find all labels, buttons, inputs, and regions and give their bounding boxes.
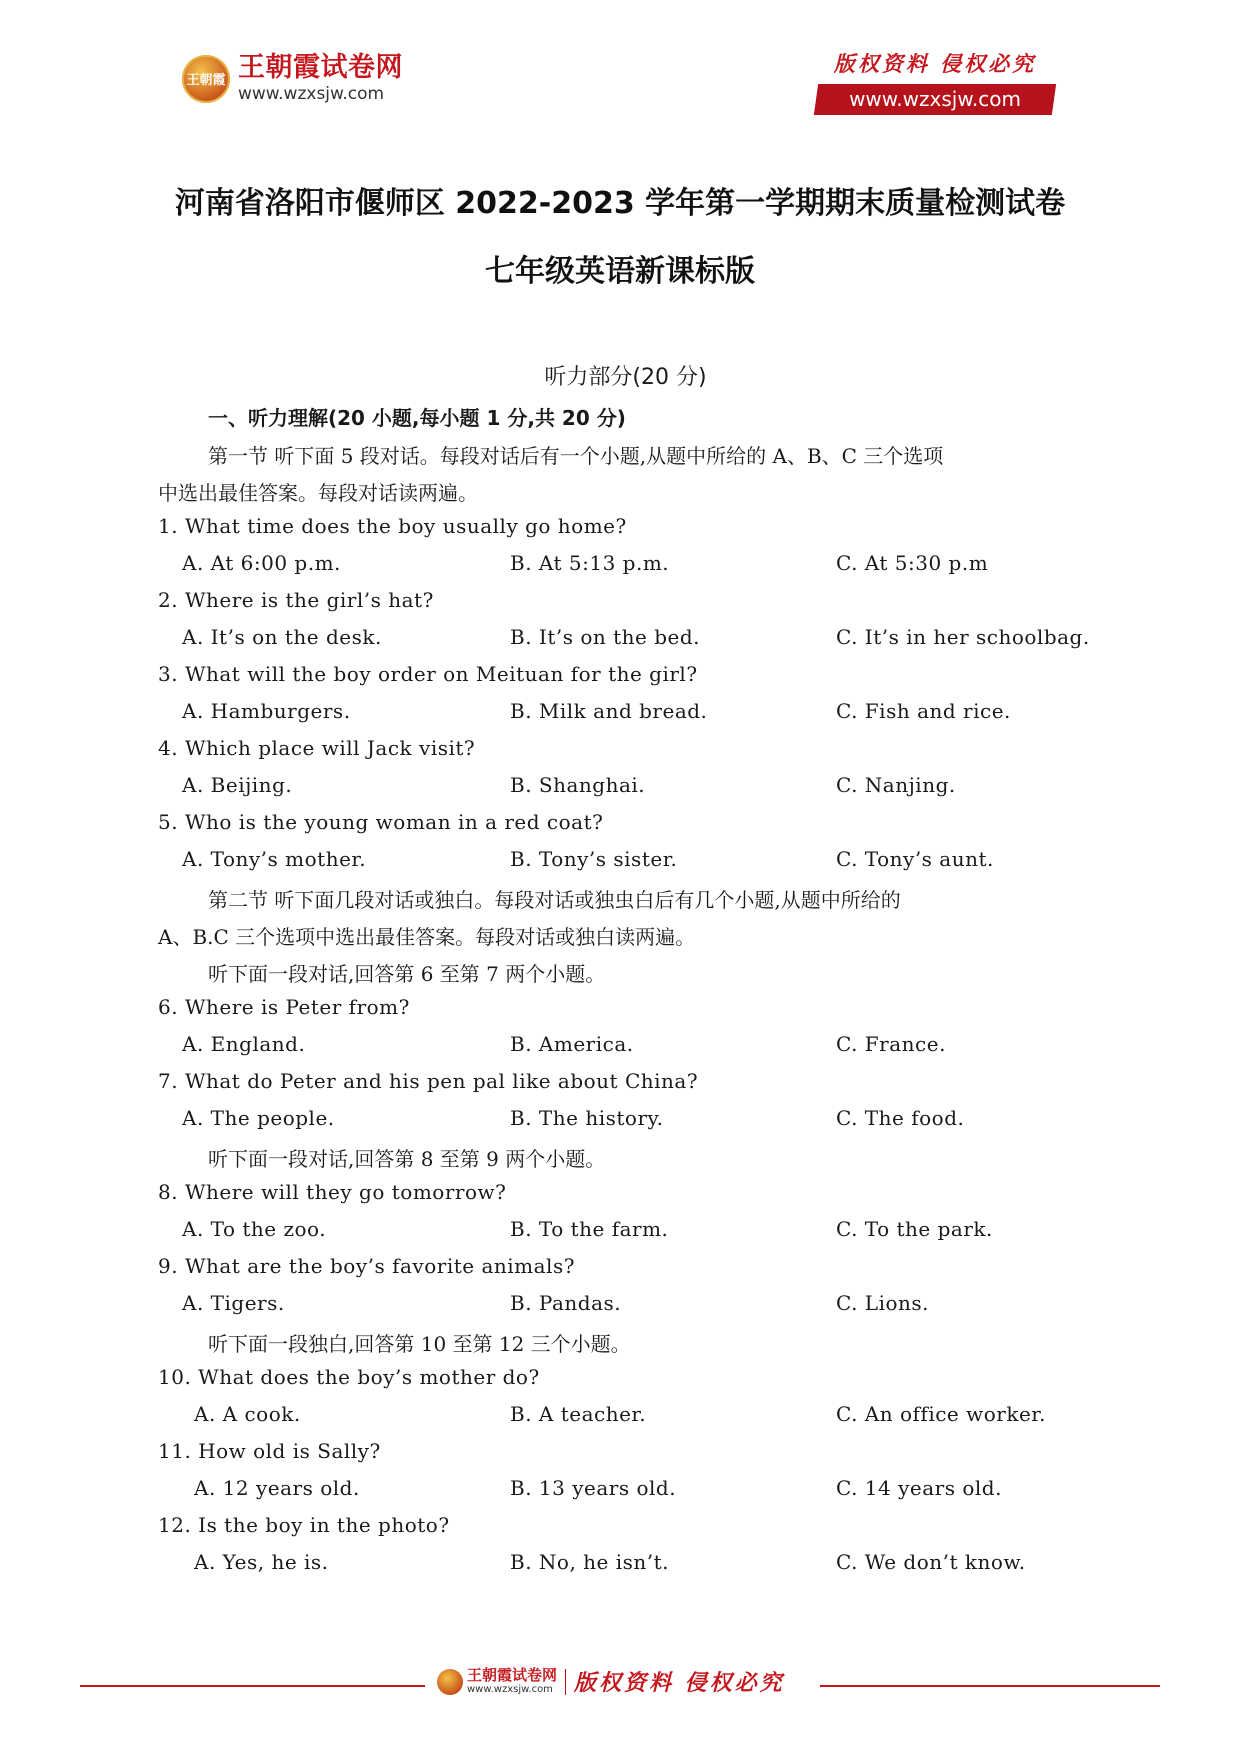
question-text: 2. Where is the girl’s hat? <box>158 588 434 612</box>
option-a: A. It’s on the desk. <box>182 625 382 649</box>
question-text: 10. What does the boy’s mother do? <box>158 1365 540 1389</box>
option-b: B. Pandas. <box>510 1291 622 1315</box>
footer-logo-url: www.wzxsjw.com <box>467 1684 553 1695</box>
option-c: C. The food. <box>836 1106 965 1130</box>
question-text: 7. What do Peter and his pen pal like about China? <box>158 1069 699 1093</box>
option-c: C. To the park. <box>836 1217 993 1241</box>
copyright-header <box>816 48 1054 115</box>
option-b: B. The history. <box>510 1106 664 1130</box>
option-c: C. 14 years old. <box>836 1476 1002 1500</box>
option-b: B. No, he isn’t. <box>510 1550 670 1574</box>
question-text: 6. Where is Peter from? <box>158 995 410 1019</box>
option-a: A. To the zoo. <box>182 1217 327 1241</box>
option-a: A. Beijing. <box>182 773 293 797</box>
instruction-line: 第一节 听下面 5 段对话。每段对话后有一个小题,从题中所给的 A、B、C 三个选项 <box>208 444 944 468</box>
site-logo <box>182 54 403 103</box>
question-text: 4. Which place will Jack visit? <box>158 736 476 760</box>
question-text: 9. What are the boy’s favorite animals? <box>158 1254 575 1278</box>
footer-divider <box>820 1685 1160 1687</box>
option-a: A. A cook. <box>194 1402 301 1426</box>
sub-instruction: 听下面一段对话,回答第 8 至第 9 两个小题。 <box>208 1147 606 1171</box>
option-a: A. The people. <box>182 1106 335 1130</box>
option-b: B. America. <box>510 1032 634 1056</box>
footer-separator <box>565 1669 566 1695</box>
option-b: B. At 5:13 p.m. <box>510 551 670 575</box>
option-c: C. Tony’s aunt. <box>836 847 994 871</box>
footer-copyright: 版权资料 侵权必究 <box>574 1670 785 1696</box>
section-title: 听力部分(20 分) <box>544 365 707 390</box>
question-text: 8. Where will they go tomorrow? <box>158 1180 507 1204</box>
option-a: A. Tony’s mother. <box>182 847 367 871</box>
option-b: B. Milk and bread. <box>510 699 708 723</box>
logo-url: www.wzxsjw.com <box>238 84 385 104</box>
option-c: C. At 5:30 p.m <box>836 551 989 575</box>
question-text: 1. What time does the boy usually go home? <box>158 514 627 538</box>
instruction-line: A、B.C 三个选项中选出最佳答案。每段对话或独白读两遍。 <box>158 925 696 949</box>
option-b: B. 13 years old. <box>510 1476 677 1500</box>
instruction-line: 中选出最佳答案。每段对话读两遍。 <box>158 481 478 505</box>
sub-instruction: 听下面一段对话,回答第 6 至第 7 两个小题。 <box>208 962 606 986</box>
option-c: C. We don’t know. <box>836 1550 1026 1574</box>
option-c: C. Lions. <box>836 1291 930 1315</box>
option-a: A. England. <box>182 1032 306 1056</box>
part-title: 一、听力理解(20 小题,每小题 1 分,共 20 分) <box>208 406 626 430</box>
url-banner-text: www.wzxsjw.com <box>849 87 1021 111</box>
option-c: C. Fish and rice. <box>836 699 1011 723</box>
option-a: A. Yes, he is. <box>194 1550 329 1574</box>
logo-name: 王朝霞试卷网 <box>238 52 403 83</box>
option-c: C. It’s in her schoolbag. <box>836 625 1090 649</box>
option-a: A. Hamburgers. <box>182 699 351 723</box>
footer-logo-name: 王朝霞试卷网 <box>467 1666 558 1684</box>
option-a: A. 12 years old. <box>194 1476 360 1500</box>
question-text: 12. Is the boy in the photo? <box>158 1513 450 1537</box>
option-b: B. A teacher. <box>510 1402 647 1426</box>
question-text: 3. What will the boy order on Meituan for the girl? <box>158 662 698 686</box>
copyright-notice: 版权资料 侵权必究 <box>833 51 1037 76</box>
exam-title: 河南省洛阳市偃师区 2022-2023 学年第一学期期末质量检测试卷 <box>174 186 1066 221</box>
option-c: C. An office worker. <box>836 1402 1047 1426</box>
option-a: A. At 6:00 p.m. <box>182 551 341 575</box>
footer-divider <box>80 1685 425 1687</box>
question-text: 11. How old is Sally? <box>158 1439 381 1463</box>
sub-instruction: 听下面一段独白,回答第 10 至第 12 三个小题。 <box>208 1332 631 1356</box>
option-c: C. France. <box>836 1032 946 1056</box>
page-footer <box>80 1666 1160 1706</box>
exam-subtitle: 七年级英语新课标版 <box>485 254 755 289</box>
question-text: 5. Who is the young woman in a red coat? <box>158 810 604 834</box>
option-b: B. Shanghai. <box>510 773 646 797</box>
url-banner[interactable] <box>814 84 1056 115</box>
option-b: B. Tony’s sister. <box>510 847 678 871</box>
logo-badge-icon <box>182 55 230 103</box>
option-b: B. To the farm. <box>510 1217 669 1241</box>
footer-logo-icon <box>437 1669 463 1695</box>
option-c: C. Nanjing. <box>836 773 956 797</box>
option-b: B. It’s on the bed. <box>510 625 701 649</box>
instruction-line: 第二节 听下面几段对话或独白。每段对话或独虫白后有几个小题,从题中所给的 <box>208 888 901 912</box>
option-a: A. Tigers. <box>182 1291 285 1315</box>
logo-badge-text: 王朝霞 <box>186 73 226 88</box>
